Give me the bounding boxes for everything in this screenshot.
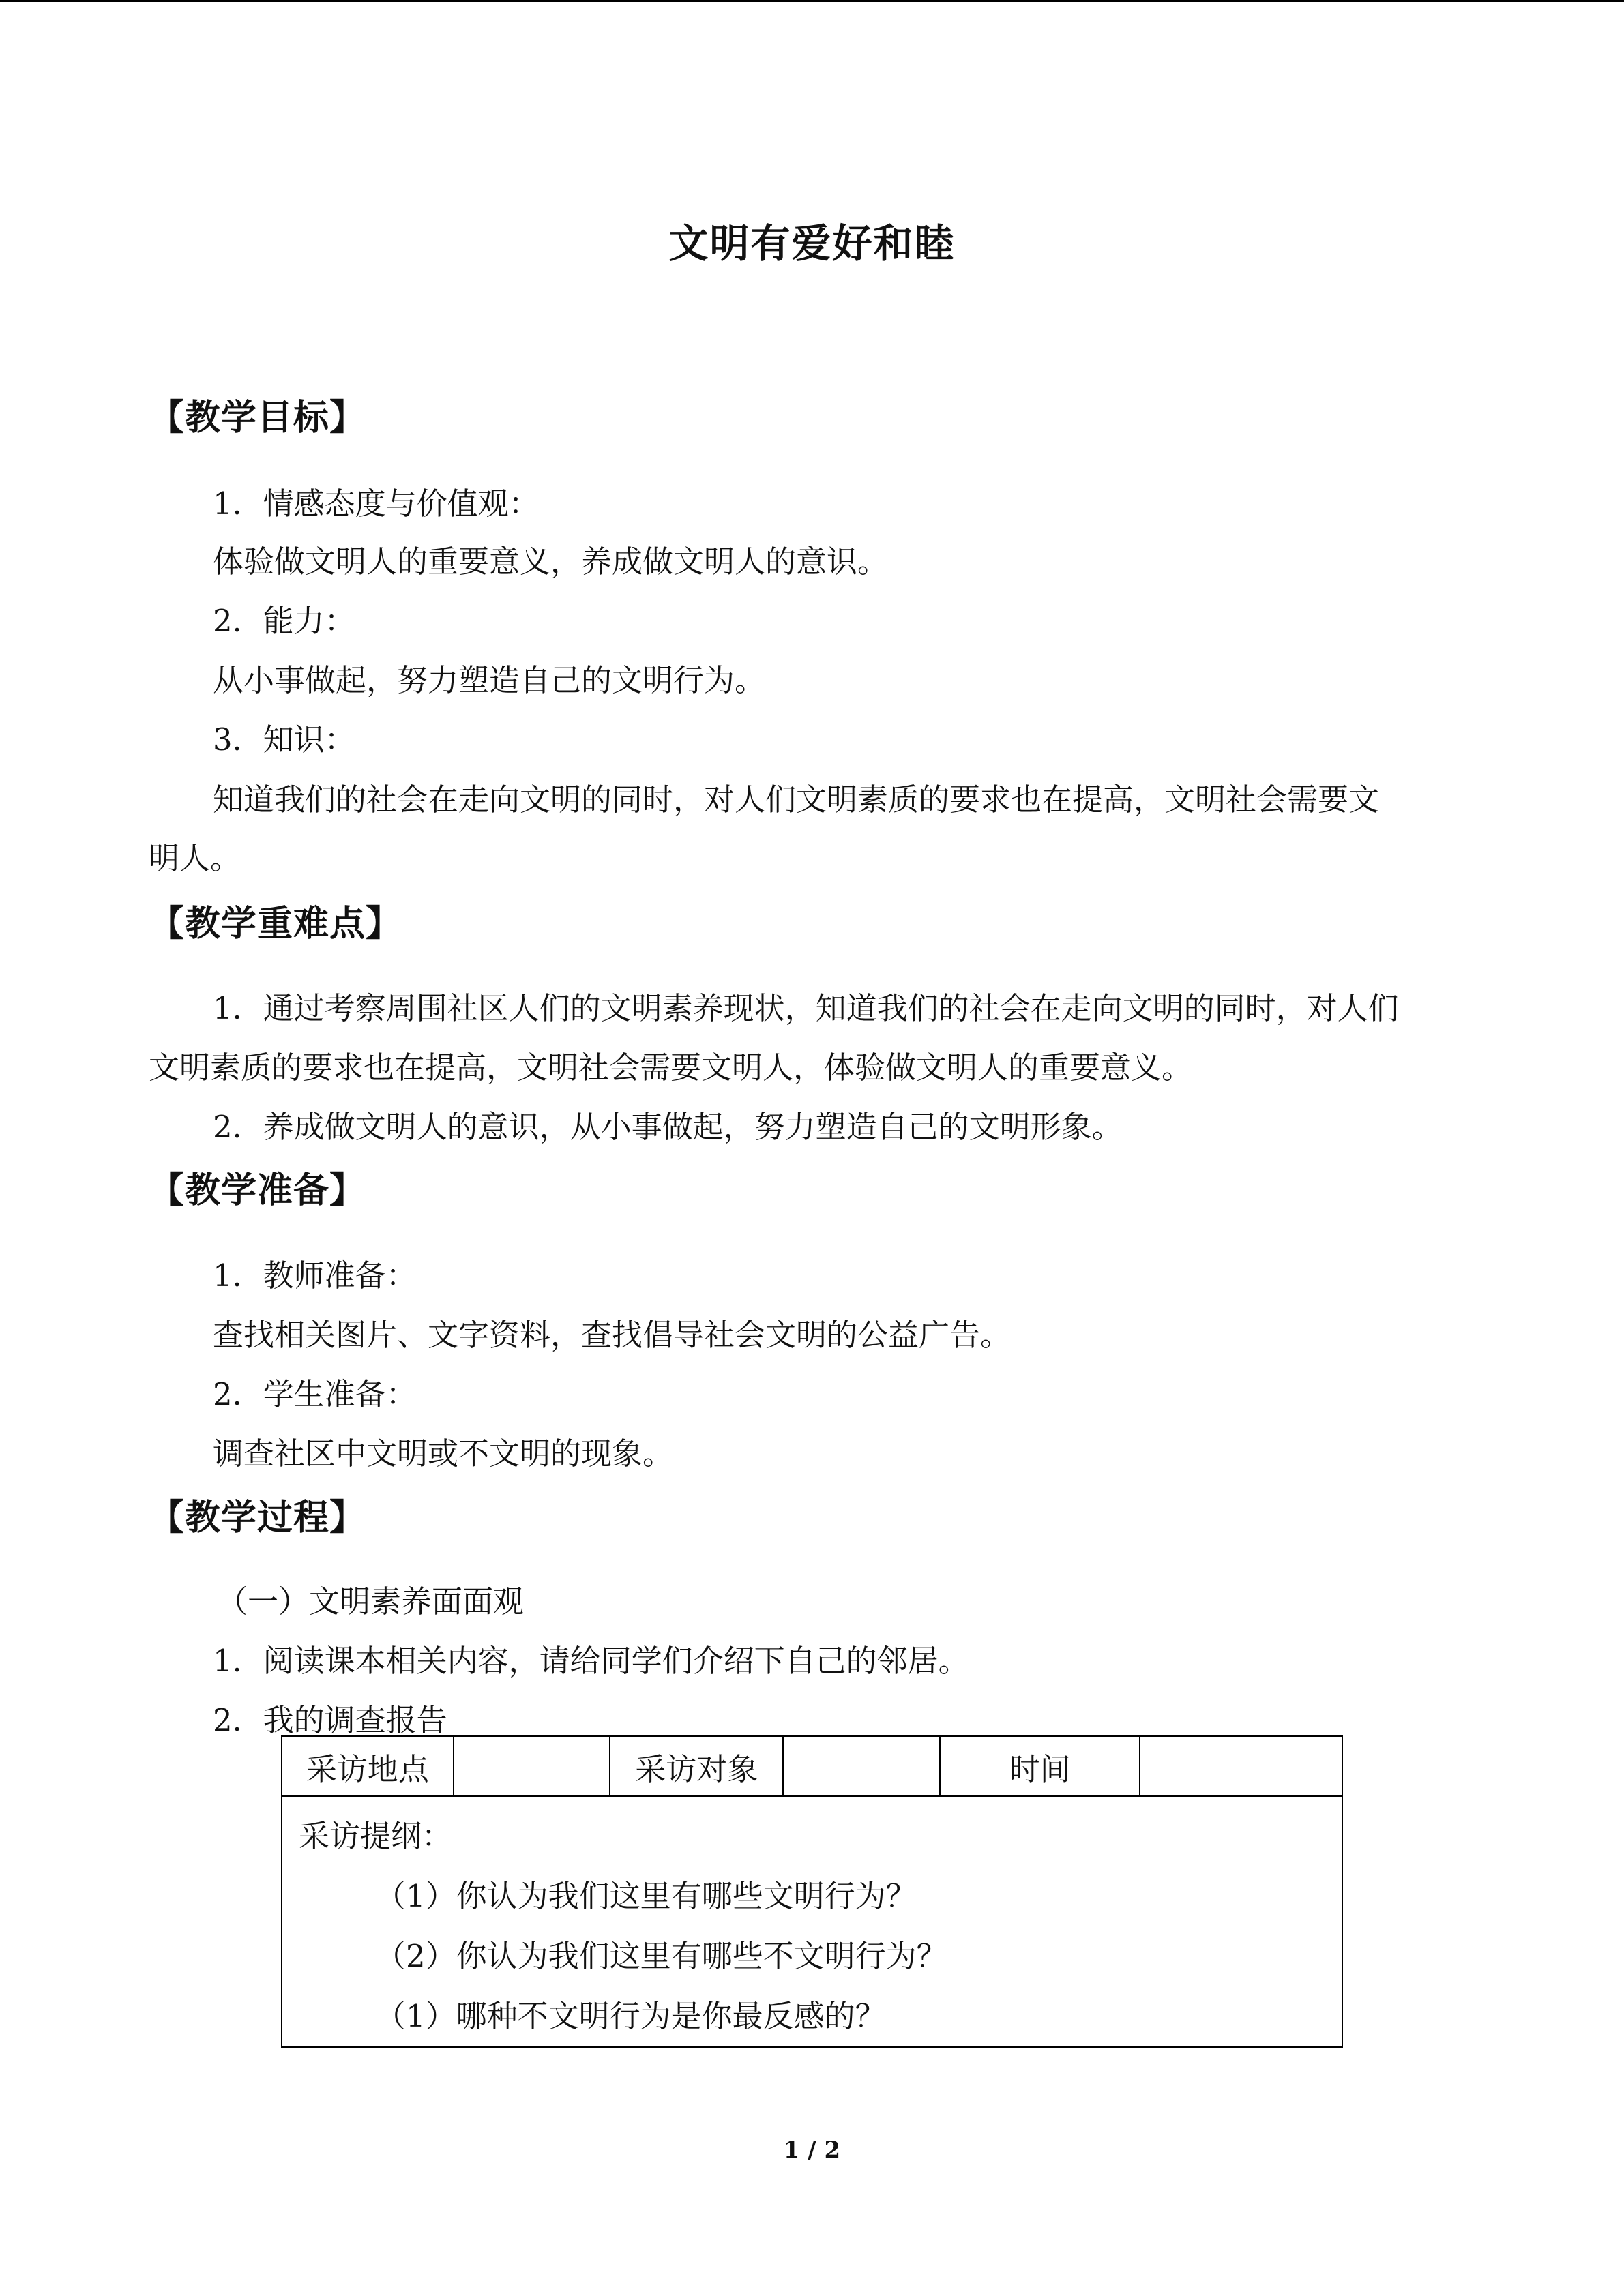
time-label: 时间 <box>940 1736 1140 1796</box>
process-line: 1．阅读课本相关内容，请给同学们介绍下自己的邻居。 <box>213 1643 969 1679</box>
page-top-border <box>0 0 1624 2</box>
section-heading-preparation: 【教学准备】 <box>149 1169 366 1211</box>
preparation-line: 查找相关图片、文字资料，查找倡导社会文明的公益广告。 <box>213 1317 1012 1353</box>
section-heading-process: 【教学过程】 <box>149 1497 366 1538</box>
preparation-line: 调查社区中文明或不文明的现象。 <box>213 1435 674 1472</box>
goals-line: 体验做文明人的重要意义，养成做文明人的意识。 <box>213 543 889 580</box>
preparation-line: 2．学生准备： <box>213 1376 417 1412</box>
subject-label: 采访对象 <box>610 1736 783 1796</box>
page-number: 1 / 2 <box>783 2136 841 2164</box>
goals-line: 3．知识： <box>213 721 355 758</box>
process-line: 2．我的调查报告 <box>213 1702 447 1738</box>
time-value <box>1140 1736 1342 1796</box>
preparation-line: 1．教师准备： <box>213 1257 417 1294</box>
goals-line: 2．能力： <box>213 603 355 639</box>
process-line: （一）文明素养面面观 <box>217 1583 525 1620</box>
goals-line: 明人。 <box>149 840 241 876</box>
page-title: 文明有爱好和睦 <box>668 220 956 267</box>
goals-line: 从小事做起，努力塑造自己的文明行为。 <box>213 662 766 698</box>
outline-question: （1）你认为我们这里有哪些文明行为？ <box>375 1878 917 1914</box>
goals-line: 1．情感态度与价值观： <box>213 486 540 522</box>
outline-question: （1）哪种不文明行为是你最反感的？ <box>375 1998 886 2034</box>
table-row <box>282 1796 1342 2047</box>
place-value <box>454 1736 610 1796</box>
section-heading-goals: 【教学目标】 <box>149 397 366 438</box>
goals-line: 知道我们的社会在走向文明的同时，对人们文明素质的要求也在提高，文明社会需要文 <box>213 781 1380 818</box>
outline-question: （2）你认为我们这里有哪些不文明行为？ <box>375 1938 947 1974</box>
key-points-line: 文明素质的要求也在提高，文明社会需要文明人，体验做文明人的重要意义。 <box>149 1049 1193 1086</box>
place-label: 采访地点 <box>282 1736 454 1796</box>
section-heading-key-points: 【教学重难点】 <box>149 903 402 944</box>
subject-value <box>783 1736 940 1796</box>
key-points-line: 2．养成做文明人的意识，从小事做起，努力塑造自己的文明形象。 <box>213 1109 1123 1145</box>
table-row <box>282 1736 1342 1796</box>
interview-outline <box>282 1796 1342 2047</box>
survey-table <box>281 1735 1343 2048</box>
key-points-line: 1．通过考察周围社区人们的文明素养现状，知道我们的社会在走向文明的同时，对人们 <box>213 990 1399 1026</box>
outline-label: 采访提纲： <box>299 1818 453 1854</box>
